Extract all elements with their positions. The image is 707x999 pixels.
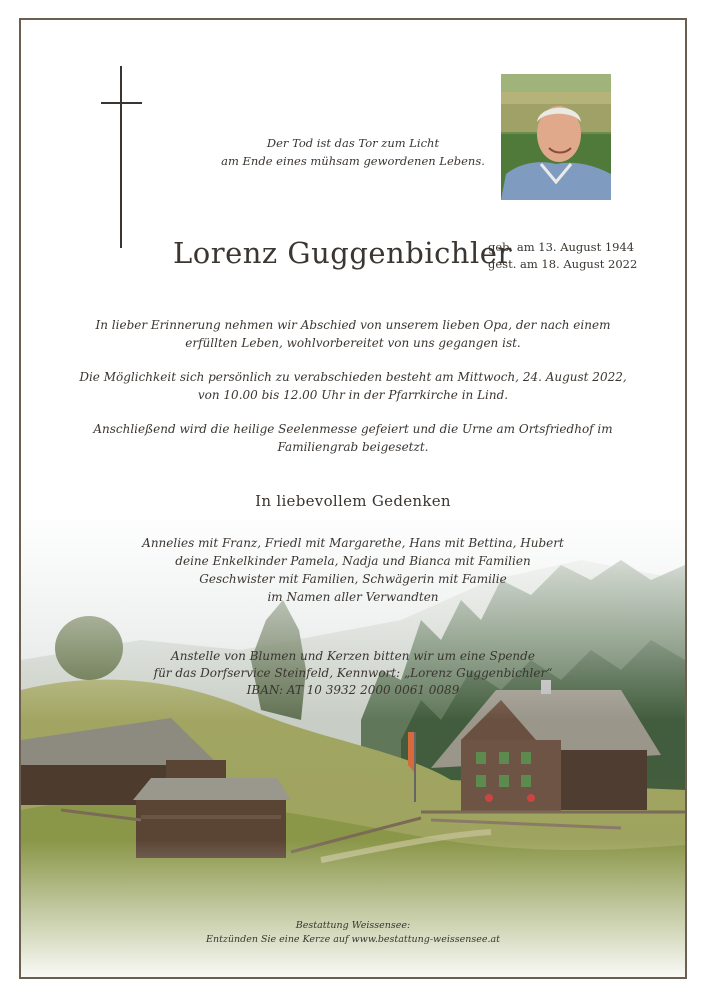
life-dates — [488, 239, 637, 273]
donation-request — [21, 648, 685, 699]
remembrance-paragraph — [61, 316, 645, 352]
remembrance-line-2: erfüllten Leben, wohlvorbereitet von uns gegangen ist. — [185, 336, 521, 350]
quote-line-1: Der Tod ist das Tor zum Licht — [266, 136, 440, 150]
mass-line-2: Familiengrab beigesetzt. — [277, 440, 429, 454]
farewell-line-2: von 10.00 bis 12.00 Uhr in der Pfarrkirche in Lind. — [197, 388, 509, 402]
candle-website-text: Entzünden Sie eine Kerze auf www.bestattung-weissensee.at — [206, 934, 500, 945]
donation-line-2: für das Dorfservice Steinfeld, Kennwort: „Lorenz Guggenbichler“ — [153, 666, 553, 680]
mass-line-1: Anschließend wird die heilige Seelenmesse gefeiert und die Urne am Ortsfriedhof im — [93, 422, 613, 436]
birth-date: geb. am 13. August 1944 — [488, 240, 635, 254]
obituary-card — [19, 18, 687, 979]
funeral-home-name: Bestattung Weissensee: — [295, 920, 411, 931]
memory-heading: In liebevollem Gedenken — [255, 492, 451, 510]
remembrance-line-1: In lieber Erinnerung nehmen wir Abschied von unserem lieben Opa, der nach einem — [95, 318, 611, 332]
deceased-name: Lorenz Guggenbichler — [173, 236, 512, 270]
mass-paragraph — [61, 420, 645, 456]
donation-iban: IBAN: AT 10 3932 2000 0061 0089 — [246, 683, 460, 697]
funeral-home-footer — [21, 919, 685, 947]
death-date: gest. am 18. August 2022 — [488, 257, 638, 271]
farewell-paragraph — [61, 368, 645, 404]
mourners-line: im Namen aller Verwandten — [267, 590, 439, 604]
mourners-list — [21, 534, 685, 606]
donation-line-1: Anstelle von Blumen und Kerzen bitten wir um eine Spende — [171, 649, 535, 663]
portrait-photo — [501, 74, 611, 200]
farewell-line-1: Die Möglichkeit sich persönlich zu verabschieden besteht am Mittwoch, 24. August 2022, — [79, 370, 627, 384]
mourners-line: Annelies mit Franz, Friedl mit Margarethe, Hans mit Bettina, Hubert — [142, 536, 564, 550]
mourners-line: deine Enkelkinder Pamela, Nadja und Bianca mit Familien — [175, 554, 531, 568]
quote-line-2: am Ende eines mühsam gewordenen Lebens. — [221, 154, 485, 168]
mourners-line: Geschwister mit Familien, Schwägerin mit Familie — [199, 572, 507, 586]
